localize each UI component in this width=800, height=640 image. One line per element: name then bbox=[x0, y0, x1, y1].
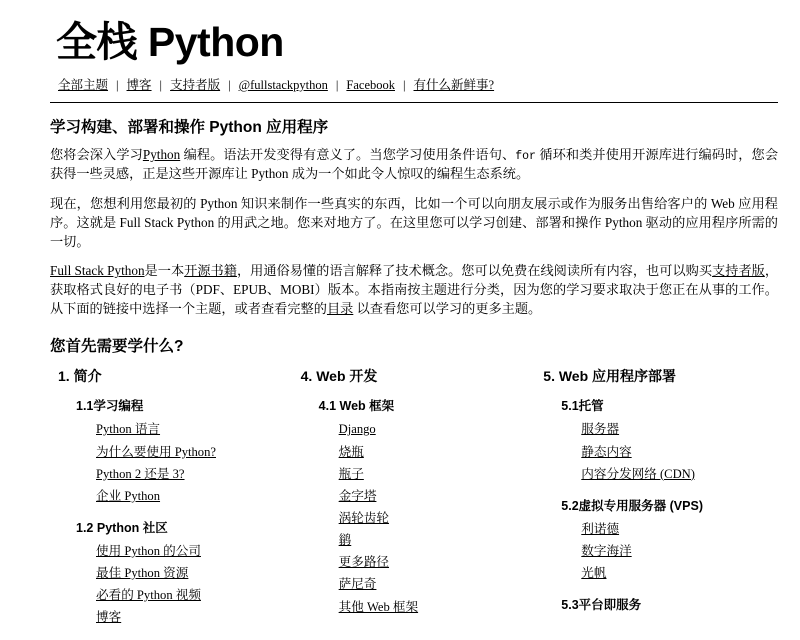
subsection-title: Python 社区 bbox=[96, 521, 168, 536]
topic-link[interactable]: 瓶子 bbox=[338, 466, 364, 481]
nav-link-blog[interactable]: 博客 bbox=[126, 78, 152, 92]
list-item bbox=[581, 443, 768, 462]
subsection-number: 4.1 bbox=[318, 399, 337, 414]
para1-text-c: 循环和类并使用开源库进行编码时，您会获得一些灵感，正是这些开源库让 Python 成为一个如此令人惊叹的编程生态系统。 bbox=[50, 147, 779, 182]
para1-text-b: 编程。语法开发变得有意义了。当您学习使用条件语句、 bbox=[180, 147, 516, 162]
list-item bbox=[581, 465, 768, 484]
topic-link-list bbox=[50, 542, 283, 628]
subsection-number: 5.2 bbox=[561, 498, 579, 513]
subsection-number: 5.1 bbox=[561, 399, 579, 414]
learn-first-heading: 您首先需要学什么? bbox=[50, 338, 184, 356]
page-title: 学习构建、部署和操作 Python 应用程序 bbox=[50, 119, 329, 136]
topic-group bbox=[50, 396, 283, 506]
subsection-heading bbox=[76, 396, 283, 414]
full-stack-python-link[interactable]: Full Stack Python bbox=[50, 263, 145, 279]
para1-text-a: 您将会深入学习 bbox=[50, 147, 143, 162]
topic-link[interactable]: 为什么要使用 Python? bbox=[96, 444, 216, 459]
topic-group bbox=[50, 518, 283, 628]
subsection-number: 5.3 bbox=[561, 598, 579, 613]
topic-link[interactable]: 服务器 bbox=[581, 422, 620, 437]
list-item bbox=[339, 575, 526, 594]
nav-separator: | bbox=[159, 78, 163, 92]
subsection-title: 虚拟专用服务器 (VPS) bbox=[578, 498, 703, 513]
topic-link[interactable]: 涡轮齿轮 bbox=[338, 511, 390, 526]
list-item bbox=[96, 487, 283, 506]
topic-link[interactable]: 内容分发网络 (CDN) bbox=[581, 466, 695, 481]
list-item bbox=[581, 420, 768, 439]
topic-link[interactable]: 博客 bbox=[96, 610, 122, 625]
topic-columns bbox=[50, 366, 778, 639]
list-item bbox=[96, 542, 283, 561]
topic-link[interactable]: 鹟 bbox=[338, 533, 352, 548]
list-item bbox=[96, 564, 283, 583]
header-divider bbox=[50, 102, 778, 103]
subsection-heading bbox=[561, 396, 768, 414]
nav-link-supporter-edition[interactable]: 支持者版 bbox=[170, 78, 221, 92]
intro-paragraph-1 bbox=[50, 146, 778, 184]
subsection-number: 1.2 bbox=[76, 521, 94, 536]
topic-link[interactable]: 使用 Python 的公司 bbox=[96, 544, 201, 559]
topic-group bbox=[293, 396, 526, 616]
nav-link-twitter[interactable]: @fullstackpython bbox=[238, 78, 328, 92]
main-content bbox=[0, 115, 800, 640]
list-item bbox=[96, 420, 283, 439]
list-item bbox=[339, 598, 526, 617]
topic-column-intro bbox=[50, 366, 293, 639]
site-title: 全栈 Python bbox=[56, 19, 284, 65]
nav-separator: | bbox=[403, 78, 406, 92]
topic-link[interactable]: 静态内容 bbox=[581, 444, 632, 459]
table-of-contents-link[interactable]: 目录 bbox=[326, 300, 354, 316]
topic-group bbox=[535, 595, 768, 613]
topic-link[interactable]: Python 语言 bbox=[96, 422, 161, 437]
nav-link-whats-new[interactable]: 有什么新鲜事? bbox=[413, 78, 495, 92]
supporter-edition-link[interactable]: 支持者版 bbox=[712, 263, 765, 279]
for-keyword: for bbox=[515, 150, 536, 163]
topic-link[interactable]: 萨尼奇 bbox=[338, 577, 377, 592]
topic-link-list bbox=[50, 420, 283, 506]
subsection-heading bbox=[319, 396, 526, 414]
nav-link-all-topics[interactable]: 全部主题 bbox=[58, 78, 109, 92]
column-heading: 5. Web 应用程序部署 bbox=[543, 368, 677, 385]
topic-link[interactable]: 最佳 Python 资源 bbox=[96, 566, 189, 581]
topic-group bbox=[535, 396, 768, 483]
column-heading: 4. Web 开发 bbox=[300, 368, 378, 385]
topic-column-deployment bbox=[535, 366, 778, 639]
list-item bbox=[581, 564, 768, 583]
topic-link-list bbox=[535, 420, 768, 483]
list-item bbox=[339, 420, 526, 439]
page-header bbox=[0, 0, 800, 103]
list-item bbox=[339, 443, 526, 462]
topic-link[interactable]: 更多路径 bbox=[338, 555, 390, 570]
list-item bbox=[339, 487, 526, 506]
nav-separator: | bbox=[116, 78, 119, 92]
subsection-number: 1.1 bbox=[76, 399, 94, 414]
subsection-heading bbox=[561, 496, 768, 514]
list-item bbox=[581, 542, 768, 561]
subsection-title: 学习编程 bbox=[93, 399, 144, 414]
topic-column-web-development bbox=[293, 366, 536, 639]
para3-text-c: ，用通俗易懂的语言解释了技术概念。您可以免费在线阅读所有内容，也可以购买 bbox=[236, 263, 713, 279]
list-item bbox=[339, 553, 526, 572]
topic-link-list bbox=[293, 420, 526, 616]
topic-link[interactable]: 烧瓶 bbox=[338, 444, 364, 459]
topic-link[interactable]: 利诺德 bbox=[581, 521, 620, 536]
topic-link[interactable]: 光帆 bbox=[581, 566, 607, 581]
para3-text-b: 是一本 bbox=[144, 263, 185, 279]
nav-link-facebook[interactable]: Facebook bbox=[346, 78, 395, 92]
list-item bbox=[339, 531, 526, 550]
open-source-book-link[interactable]: 开源书籍 bbox=[184, 263, 237, 279]
subsection-heading bbox=[76, 518, 283, 536]
intro-paragraph-3 bbox=[50, 262, 778, 318]
list-item bbox=[96, 443, 283, 462]
list-item bbox=[339, 465, 526, 484]
nav-separator: | bbox=[228, 78, 231, 92]
topic-link[interactable]: 其他 Web 框架 bbox=[338, 599, 419, 614]
topic-link[interactable]: Python 2 还是 3? bbox=[96, 466, 185, 481]
topic-link[interactable]: 必看的 Python 视频 bbox=[96, 588, 201, 603]
topic-group bbox=[535, 496, 768, 583]
subsection-title: Web 框架 bbox=[339, 399, 395, 414]
subsection-title: 平台即服务 bbox=[578, 598, 642, 613]
para3-text-d: ，获取格式良好的电子书（PDF、EPUB、MOBI）版本。本指南按主题进行分类，因为您的学习要求取决于您正在从事的工作。从下面的链接中选择一个主题，或者查看完整的 bbox=[50, 263, 779, 316]
subsection-heading bbox=[561, 595, 768, 613]
topic-link[interactable]: 数字海洋 bbox=[581, 544, 632, 559]
subsection-title: 托管 bbox=[578, 399, 604, 414]
topic-link[interactable]: Django bbox=[338, 422, 376, 437]
intro-paragraph-2: 现在，您想利用您最初的 Python 知识来制作一些真实的东西，比如一个可以向朋友展示或作为服务出售给客户的 Web 应用程序。这就是 Full Stack Python 的用武之地。您来对地方了。在这里您可以学习创建、部署和操作 Python 驱动的应用程序所需的一切。 bbox=[50, 196, 778, 249]
nav-separator: | bbox=[335, 78, 339, 92]
topic-link[interactable]: 企业 Python bbox=[96, 488, 161, 503]
list-item bbox=[339, 509, 526, 528]
topic-link-list bbox=[535, 520, 768, 583]
list-item bbox=[96, 586, 283, 605]
main-navigation bbox=[58, 75, 778, 94]
list-item bbox=[96, 608, 283, 627]
list-item bbox=[96, 465, 283, 484]
python-link[interactable]: Python bbox=[142, 147, 181, 162]
topic-link[interactable]: 金字塔 bbox=[338, 488, 377, 503]
list-item bbox=[581, 520, 768, 539]
para3-text-e: 以查看您可以学习的更多主题。 bbox=[353, 300, 542, 316]
column-heading: 1. 简介 bbox=[58, 368, 102, 385]
